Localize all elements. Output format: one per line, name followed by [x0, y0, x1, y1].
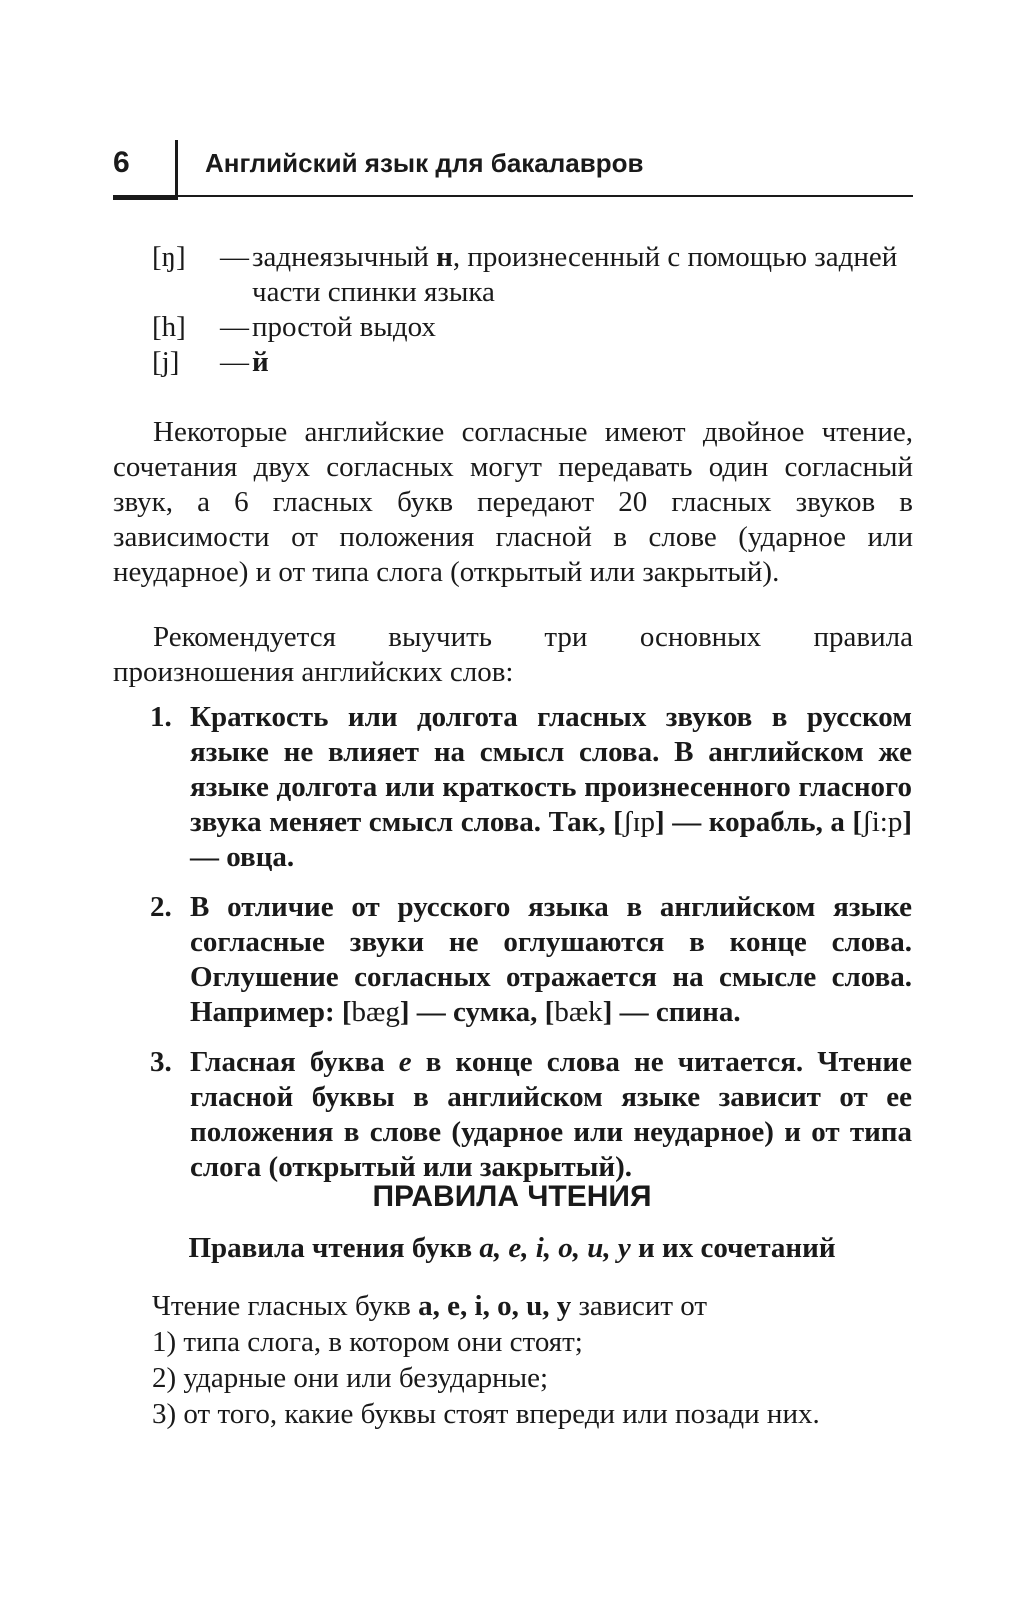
rule-text: В отличие от русского языка в английском языке согласные звуки не оглушаются в конце слова. Оглушение согласных отражается на смысле слова. Например: [: [190, 891, 912, 1028]
rule-letter: е: [398, 1046, 412, 1078]
rule-text: ] — овца.: [190, 806, 912, 873]
rule-text: Гласная буква: [190, 1046, 399, 1078]
header-rule: [178, 195, 913, 197]
rule-item: [150, 700, 912, 875]
desc-bold: й: [252, 346, 269, 378]
rule-text: ] — сумка, [: [399, 996, 555, 1028]
subheading-text: Правила чтения букв: [188, 1232, 480, 1264]
rules-list: [150, 700, 912, 1200]
transcription: ʃɪp: [622, 806, 656, 838]
rule-item: [150, 1045, 912, 1185]
intro-text: зависит от: [571, 1290, 708, 1322]
phonetic-symbol: [j]: [152, 346, 180, 378]
paragraph-consonants: Некоторые английские согласные имеют двойное чтение, сочетания двух согласных могут передавать один согласный звук, а 6 гласных букв передают 20 гласных звуков в зависимости от положения гласной в слове (ударное или неударное) и от типа слога (открытый или закрытый).: [113, 416, 913, 588]
subsection-heading: [0, 1232, 1024, 1265]
rule-item: [150, 890, 912, 1030]
transcription: ʃi:p: [862, 806, 903, 838]
list-item: 2) ударные они или безударные;: [152, 1362, 549, 1394]
phonetic-entry-j: [152, 345, 912, 380]
rule-text: в конце слова не читается. Чтение гласной буквы в английском языке зависит от ее положения в слове (ударное или неударное) и от типа слога (открытый или закрытый).: [190, 1046, 912, 1183]
desc-bold: н: [436, 241, 453, 273]
phonetic-dash: —: [220, 241, 249, 273]
phonetic-symbol: [ŋ]: [152, 241, 186, 273]
phonetic-dash: —: [220, 311, 249, 343]
rule-number: 3.: [150, 1046, 172, 1078]
page-header: [113, 140, 913, 202]
reading-rules-intro: [152, 1288, 912, 1324]
phonetic-description: [252, 240, 912, 310]
transcription: bæk: [554, 996, 603, 1028]
subheading-letters: a, e, i, o, u, y: [479, 1232, 631, 1264]
subheading-text: и их сочетаний: [630, 1232, 836, 1264]
rule-text: ] — корабль, а [: [655, 806, 863, 838]
header-divider: [175, 140, 178, 198]
phonetic-description: [252, 345, 912, 380]
phonetic-symbol: [h]: [152, 311, 186, 343]
list-item: 1) типа слога, в котором они стоят;: [152, 1326, 583, 1358]
rule-number: 1.: [150, 701, 172, 733]
running-title: Английский язык для бакалавров: [205, 148, 644, 178]
desc-text: , произнесенный с помощью задней части спинки языка: [252, 241, 898, 308]
phonetic-dash: —: [220, 346, 249, 378]
rule-text: ] — спина.: [602, 996, 741, 1028]
intro-letters: a, e, i, o, u, y: [418, 1290, 572, 1322]
rule-text: Краткость или долгота гласных звуков в русском языке не влияет на смысл слова. В английском же языке долгота или краткость произнесенного гласного звука меняет смысл слова. Так, [: [190, 701, 912, 838]
list-item: 3) от того, какие буквы стоят впереди или позади них.: [152, 1398, 820, 1430]
page-number: 6: [113, 146, 130, 179]
phonetic-entry-ng: [152, 240, 912, 310]
transcription: bæg: [351, 996, 400, 1028]
intro-text: Чтение гласных букв: [152, 1290, 419, 1322]
paragraph-rules-intro: Рекомендуется выучить три основных правила произношения английских слов:: [113, 621, 913, 688]
phonetic-description: простой выдох: [252, 311, 436, 343]
header-rule-thick: [113, 195, 178, 200]
desc-text: заднеязычный: [252, 241, 437, 273]
section-heading: ПРАВИЛА ЧТЕНИЯ: [372, 1180, 652, 1213]
phonetic-entry-h: [152, 310, 912, 345]
rule-number: 2.: [150, 891, 172, 923]
